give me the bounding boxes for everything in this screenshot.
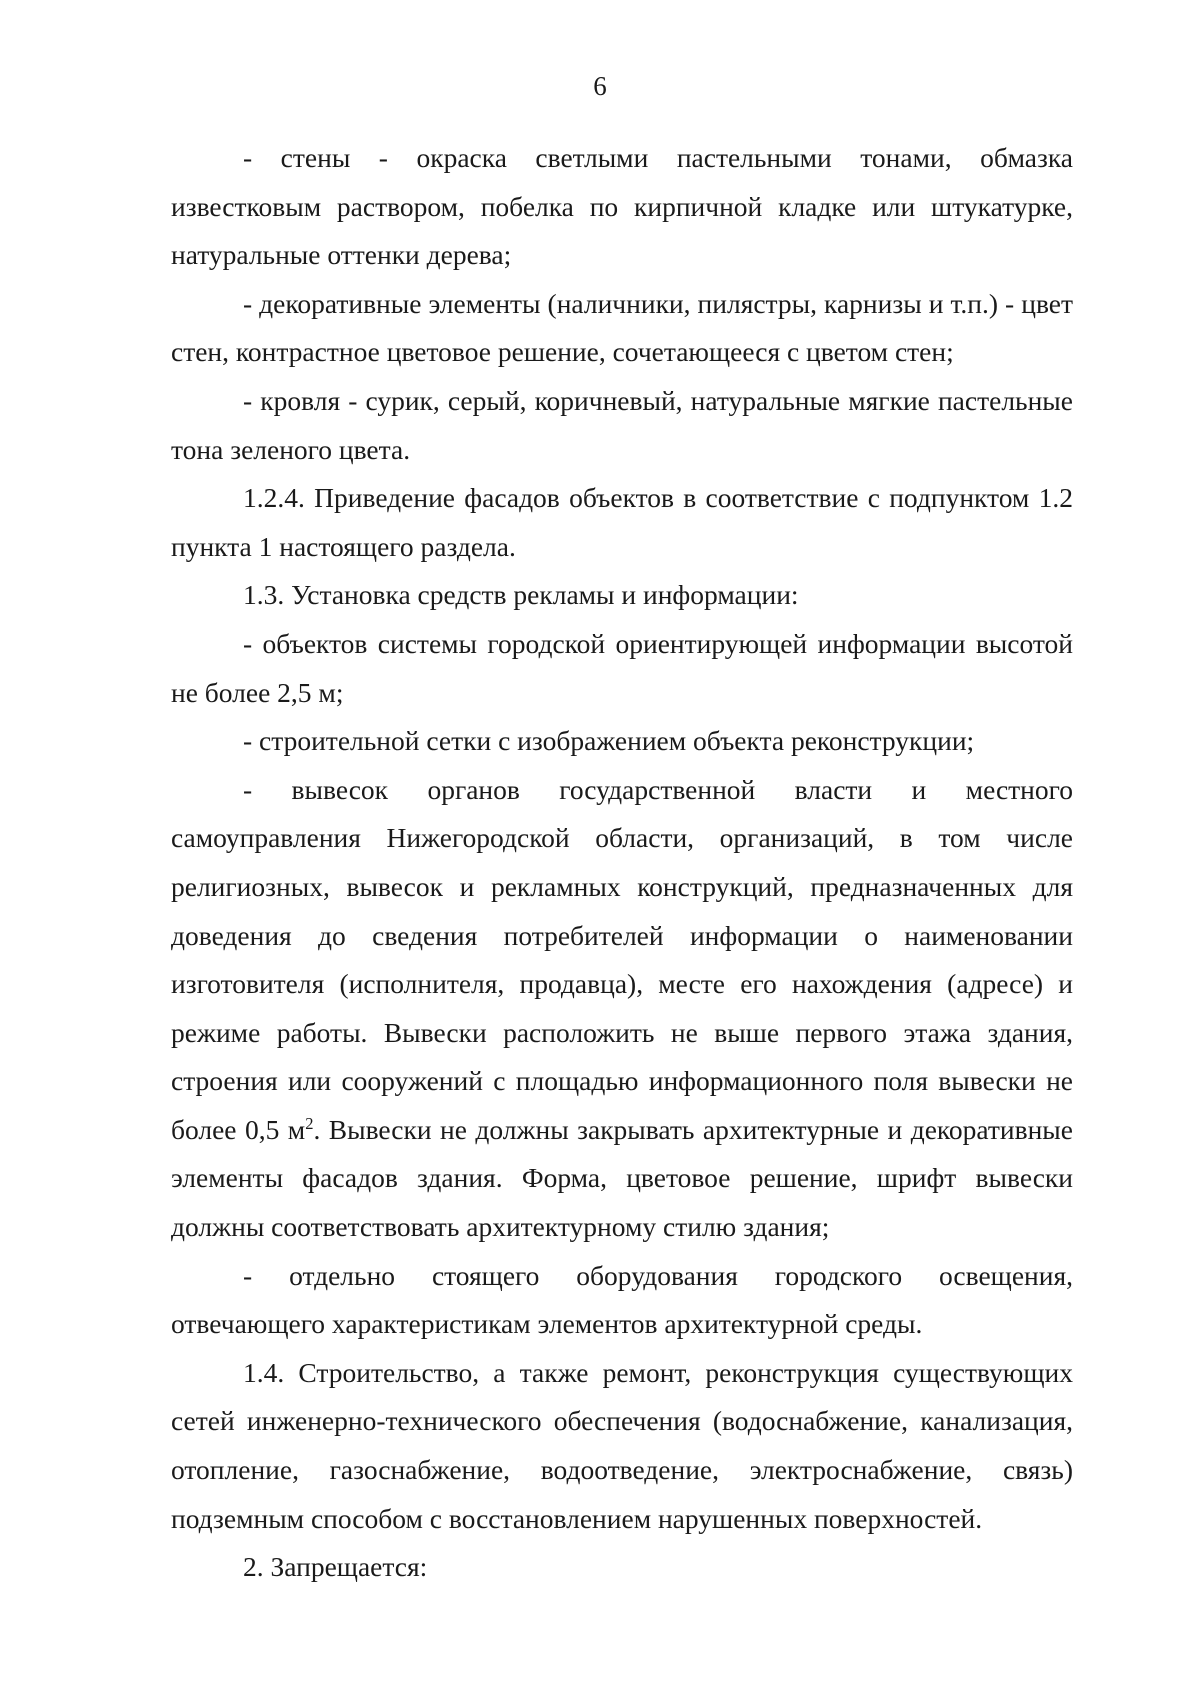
paragraph-roof: - кровля - сурик, серый, коричневый, натуральные мягкие пастельные тона зеленого цвета. [171, 384, 1073, 465]
paragraph-2-prohibited: 2. Запрещается: [243, 1551, 428, 1583]
paragraph-construction-mesh: - строительной сетки с изображением объекта реконструкции; [243, 725, 975, 757]
paragraph-1-4: 1.4. Строительство, а также ремонт, реконструкция существующих сетей инженерно-технического обеспечения (водоснабжение, канализация, отопление, газоснабжение, водоотведение, электроснабжение, связь) подземным способом с восстановлением нарушенных поверхностей. [171, 1356, 1073, 1534]
paragraph-signs [171, 766, 1073, 1252]
paragraph-orientation-info: - объектов системы городской ориентирующей информации высотой не более 2,5 м; [171, 627, 1073, 708]
paragraph-1-3: 1.3. Установка средств рекламы и информации: [243, 579, 799, 611]
paragraph-lighting: - отдельно стоящего оборудования городского освещения, отвечающего характеристикам элементов архитектурной среды. [171, 1259, 1073, 1340]
paragraph-walls: - стены - окраска светлыми пастельными тонами, обмазка известковым раствором, побелка по кирпичной кладке или штукатурке, натуральные оттенки дерева; [171, 142, 1073, 271]
signs-text-before: - вывесок органов государственной власти и местного самоуправления Нижегородской области, организаций, в том числе религиозных, вывесок и рекламных конструкций, предназначенных для доведения до сведения потребителей информации о наименовании изготовителя (исполнителя, продавца), месте его нахождения (адресе) и режиме работы. Вывески расположить не выше первого этажа здания, строения или сооружений с площадью информационного поля вывески не более 0,5 м [171, 773, 1073, 1145]
square-meter-superscript: 2 [305, 1113, 314, 1133]
document-body [171, 134, 1073, 1592]
paragraph-decorative-elements: - декоративные элементы (наличники, пилястры, карнизы и т.п.) - цвет стен, контрастное цветовое решение, сочетающееся с цветом стен; [171, 287, 1073, 368]
page-number: 6 [593, 71, 607, 101]
signs-text-after: . Вывески не должны закрывать архитектурные и декоративные элементы фасадов здания. Форма, цветовое решение, шрифт вывески должны соответствовать архитектурному стилю здания; [171, 1113, 1073, 1243]
paragraph-1-2-4: 1.2.4. Приведение фасадов объектов в соответствие с подпунктом 1.2 пункта 1 настоящего раздела. [171, 482, 1073, 562]
